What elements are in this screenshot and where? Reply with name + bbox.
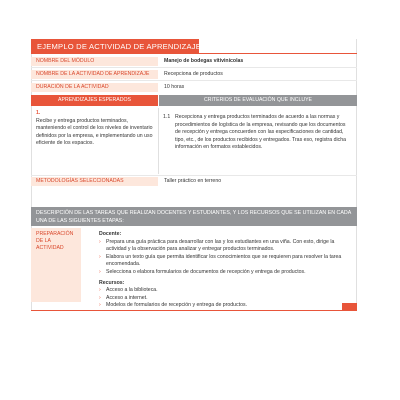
field-value: Taller práctico en terreno — [164, 178, 222, 184]
field-row-duracion — [31, 83, 357, 92]
arrow-icon: › — [99, 294, 101, 301]
arrow-icon: › — [99, 302, 101, 309]
divider — [31, 67, 357, 68]
list-item: › Acceso a la biblioteca. — [99, 287, 158, 294]
recursos-title: Recursos: — [99, 279, 125, 286]
aprendizaje-text: Recibe y entrega productos terminados, manteniendo el control de los niveles de inventario definidos por la empresa, e implementando un uso eficiente de los espacios. — [36, 117, 153, 147]
arrow-icon: › — [99, 253, 101, 260]
field-row-actividad — [31, 70, 357, 79]
divider — [31, 175, 357, 176]
page-title: EJEMPLO DE ACTIVIDAD DE APRENDIZAJE — [31, 39, 199, 54]
description-banner: DESCRIPCIÓN DE LAS TAREAS QUE REALIZAN DOCENTES Y ESTUDIANTES, Y LOS RECURSOS QUE SE UTILIZAN EN CADA UNA DE LAS SIGUIENTES ETAPAS: — [31, 207, 357, 226]
preparacion-label: PREPARACIÓN DE LA ACTIVIDAD — [31, 228, 81, 302]
field-label: DURACIÓN DE LA ACTIVIDAD — [31, 83, 158, 92]
field-label: METODOLOGÍAS SELECCIONADAS — [31, 177, 158, 186]
field-row-modulo — [31, 57, 357, 66]
field-row-metodologias — [31, 177, 357, 186]
field-value: 10 horas — [164, 84, 185, 90]
field-value: Recepciona de productos — [164, 71, 223, 77]
column-divider — [158, 108, 159, 174]
table-header-row — [31, 95, 357, 106]
arrow-icon: › — [99, 238, 101, 245]
field-value: Manejo de bodegas vitivinícolas — [164, 58, 244, 64]
criterio-number: 1.1 — [163, 114, 171, 120]
aprendizaje-cell — [36, 110, 154, 148]
divider — [31, 80, 357, 81]
field-label: NOMBRE DEL MÓDULO — [31, 57, 158, 66]
list-item: › Modelos de formularios de recepción y entrega de productos. — [99, 302, 248, 309]
list-item: › Prepara una guía práctica para desarrollar con las y los estudiantes en una viña. Con esto, dirige la actividad y la observación para analizar y entregar productos terminados. — [99, 238, 335, 253]
docente-title: Docente: — [99, 231, 122, 237]
content-row — [31, 108, 357, 174]
header-criterios: CRITERIOS DE EVALUACIÓN QUE INCLUYE — [159, 95, 357, 106]
preparacion-content — [99, 231, 354, 310]
arrow-icon: › — [99, 268, 101, 275]
criterio-text: Recepciona y entrega productos terminados de acuerdo a las normas y procedimientos de logística de la empresa, revisando que los documentos de recepción y entrega concuerden con las especificaciones de cantidad, tipo, etc., de los productos recibidos y entregados. Tras eso, registra dicha información en formatos establecidos. — [175, 114, 346, 151]
footer-line — [31, 310, 342, 311]
header-aprendizajes: APRENDIZAJES ESPERADOS — [31, 95, 158, 106]
list-item: › Acceso a internet. — [99, 294, 148, 301]
preparacion-row — [31, 228, 357, 309]
footer-tab — [342, 303, 357, 311]
field-label: NOMBRE DE LA ACTIVIDAD DE APRENDIZAJE — [31, 70, 158, 79]
list-item: › Elabora un texto guía que permita identificar los conocimientos que se requieren para resolver la tarea encomendada. — [99, 253, 342, 268]
arrow-icon: › — [99, 287, 101, 294]
aprendizaje-number: 1. — [36, 110, 41, 116]
title-underline — [199, 53, 357, 54]
list-item: › Selecciona o elabora formularios de documentos de recepción y entrega de productos. — [99, 268, 306, 275]
